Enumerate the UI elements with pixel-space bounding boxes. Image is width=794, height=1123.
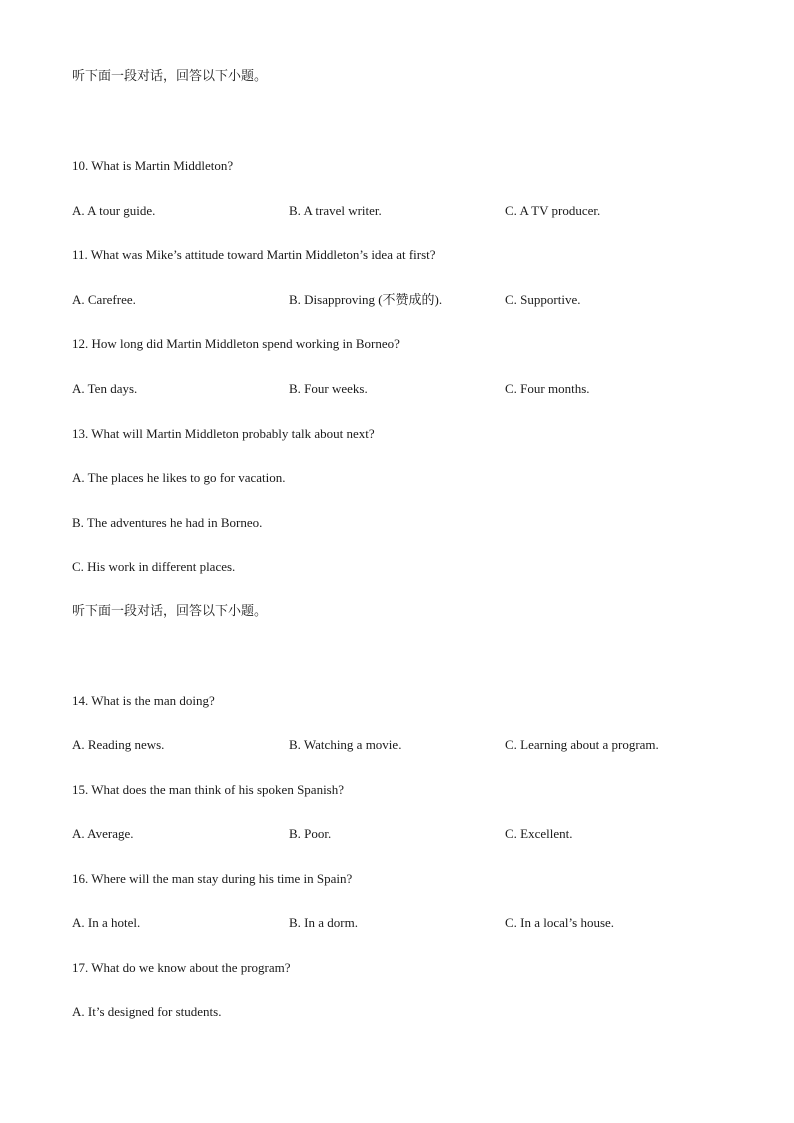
option-c: C. Learning about a program. — [505, 737, 659, 752]
option-a: A. Ten days. — [72, 381, 138, 396]
option-c: C. Four months. — [505, 381, 590, 396]
question-stem: 16. Where will the man stay during his time in Spain? — [72, 871, 353, 886]
option-a: A. The places he likes to go for vacation. — [72, 470, 286, 485]
option-b: B. A travel writer. — [289, 203, 382, 218]
option-a: A. Reading news. — [72, 737, 165, 752]
option-c: C. Excellent. — [505, 826, 573, 841]
option-c: C. Supportive. — [505, 292, 581, 307]
option-a: A. It’s designed for students. — [72, 1004, 222, 1019]
question-stem: 11. What was Mike’s attitude toward Martin Middleton’s idea at first? — [72, 247, 436, 262]
option-b: B. Four weeks. — [289, 381, 368, 396]
question-stem: 14. What is the man doing? — [72, 693, 215, 708]
option-c: C. A TV producer. — [505, 203, 601, 218]
option-a: A. Average. — [72, 826, 134, 841]
option-a: A. Carefree. — [72, 292, 136, 307]
question-stem: 13. What will Martin Middleton probably talk about next? — [72, 426, 375, 441]
question-stem: 12. How long did Martin Middleton spend working in Borneo? — [72, 336, 400, 351]
option-c: C. His work in different places. — [72, 559, 236, 574]
question-stem: 15. What does the man think of his spoken Spanish? — [72, 782, 345, 797]
option-c: C. In a local’s house. — [505, 915, 615, 930]
question-stem: 10. What is Martin Middleton? — [72, 158, 234, 173]
option-b: B. Disapproving (不赞成的). — [289, 292, 443, 307]
question-stem: 17. What do we know about the program? — [72, 960, 291, 975]
option-b: B. In a dorm. — [289, 915, 358, 930]
option-b: B. Watching a movie. — [289, 737, 402, 752]
option-b: B. Poor. — [289, 826, 332, 841]
section-instruction: 听下面一段对话，回答以下小题。 — [72, 603, 268, 618]
section-instruction: 听下面一段对话，回答以下小题。 — [72, 68, 268, 83]
option-b: B. The adventures he had in Borneo. — [72, 515, 263, 530]
option-a: A. A tour guide. — [72, 203, 156, 218]
option-a: A. In a hotel. — [72, 915, 141, 930]
